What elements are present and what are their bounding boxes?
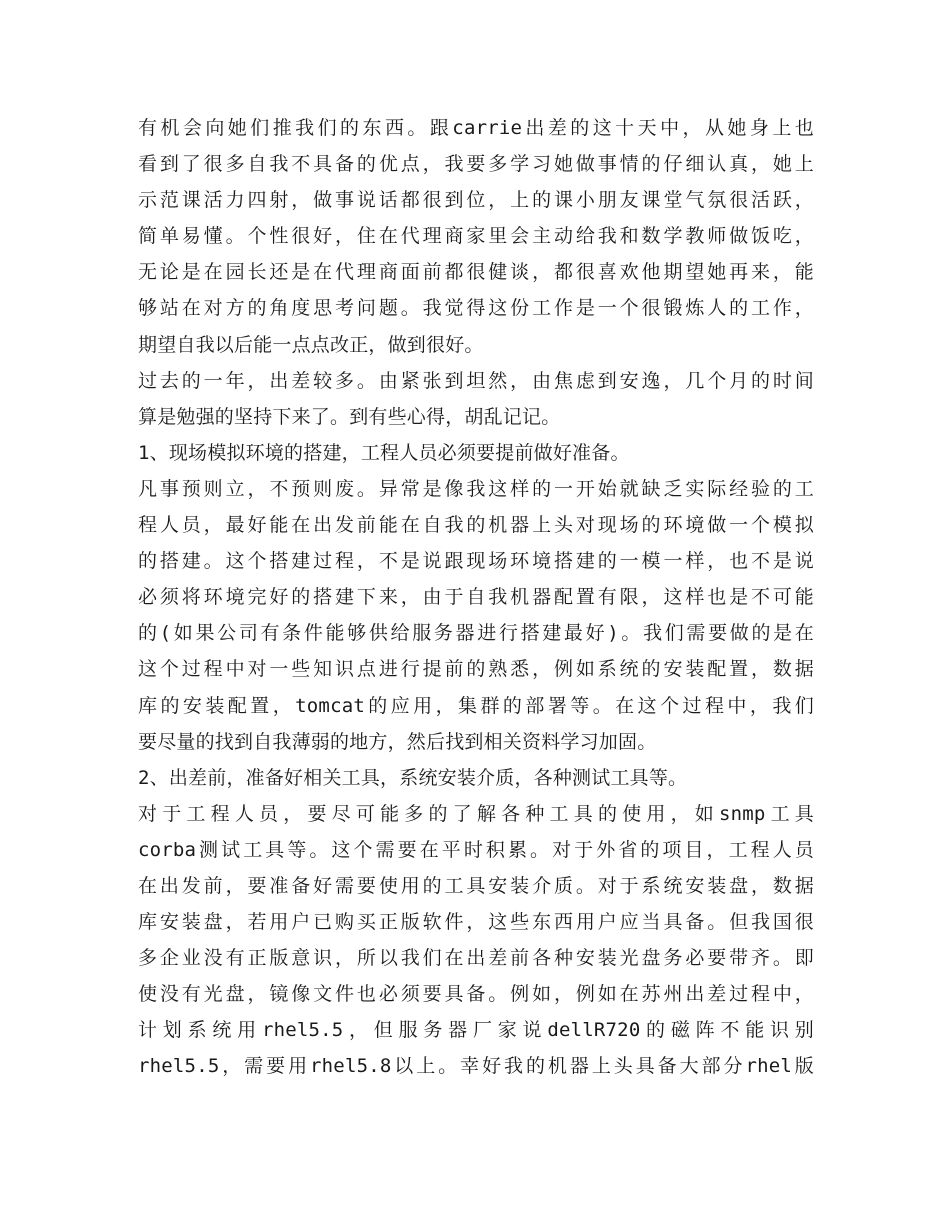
text-line: 计划系统用rhel5.5，但服务器厂家说dellR720的磁阵不能识别: [138, 1019, 814, 1042]
text-line: 库安装盘，若用户已购买正版软件，这些东西用户应当具备。但我国很: [138, 911, 814, 934]
section-heading: 1、现场模拟环境的搭建，工程人员必须要提前做好准备。: [138, 441, 630, 464]
text-line: 使没有光盘，镜像文件也必须要具备。例如，例如在苏州出差过程中，: [138, 983, 814, 1006]
text-line: 示范课活力四射，做事说话都很到位，上的课小朋友课堂气氛很活跃，: [138, 189, 814, 212]
text-line: 期望自我以后能一点点改正，做到很好。: [138, 333, 484, 356]
text-line: 程人员，最好能在出发前能在自我的机器上头对现场的环境做一个模拟: [138, 514, 814, 537]
text-line: 过去的一年，出差较多。由紧张到坦然，由焦虑到安逸，几个月的时间: [138, 369, 814, 392]
text-line: 算是勉强的坚持下来了。到有些心得，胡乱记记。: [138, 405, 561, 428]
text-line: 的搭建。这个搭建过程，不是说跟现场环境搭建的一模一样，也不是说: [138, 550, 814, 573]
text-line: 在出发前，要准备好需要使用的工具安装介质。对于系统安装盘，数据: [138, 874, 814, 897]
text-line: 多企业没有正版意识，所以我们在出差前各种安装光盘务必要带齐。即: [138, 947, 814, 970]
text-line: rhel5.5，需要用rhel5.8以上。幸好我的机器上头具备大部分rhel版: [138, 1055, 814, 1078]
text-line: 凡事预则立，不预则废。异常是像我这样的一开始就缺乏实际经验的工: [138, 477, 814, 500]
text-line: 看到了很多自我不具备的优点，我要多学习她做事情的仔细认真，她上: [138, 153, 814, 176]
section-heading: 2、出差前，准备好相关工具，系统安装介质，各种测试工具等。: [138, 766, 688, 789]
text-line: 库的安装配置，tomcat的应用，集群的部署等。在这个过程中，我们: [138, 694, 814, 717]
text-line: 够站在对方的角度思考问题。我觉得这份工作是一个很锻炼人的工作，: [138, 297, 814, 320]
text-line: 对于工程人员，要尽可能多的了解各种工具的使用，如snmp工具: [138, 802, 814, 825]
text-line: 必须将环境完好的搭建下来，由于自我机器配置有限，这样也是不可能: [138, 586, 814, 609]
text-line: 的(如果公司有条件能够供给服务器进行搭建最好)。我们需要做的是在: [138, 622, 814, 645]
text-line: 简单易懂。个性很好，住在代理商家里会主动给我和数学教师做饭吃，: [138, 225, 814, 248]
text-line: 无论是在园长还是在代理商面前都很健谈，都很喜欢他期望她再来，能: [138, 261, 814, 284]
text-line: 要尽量的找到自我薄弱的地方，然后找到相关资料学习加固。: [138, 730, 657, 753]
document-page: [138, 110, 814, 1085]
text-line: corba测试工具等。这个需要在平时积累。对于外省的项目，工程人员: [138, 838, 814, 861]
text-line: 这个过程中对一些知识点进行提前的熟悉，例如系统的安装配置，数据: [138, 658, 814, 681]
text-line: 有机会向她们推我们的东西。跟carrie出差的这十天中，从她身上也: [138, 117, 814, 139]
